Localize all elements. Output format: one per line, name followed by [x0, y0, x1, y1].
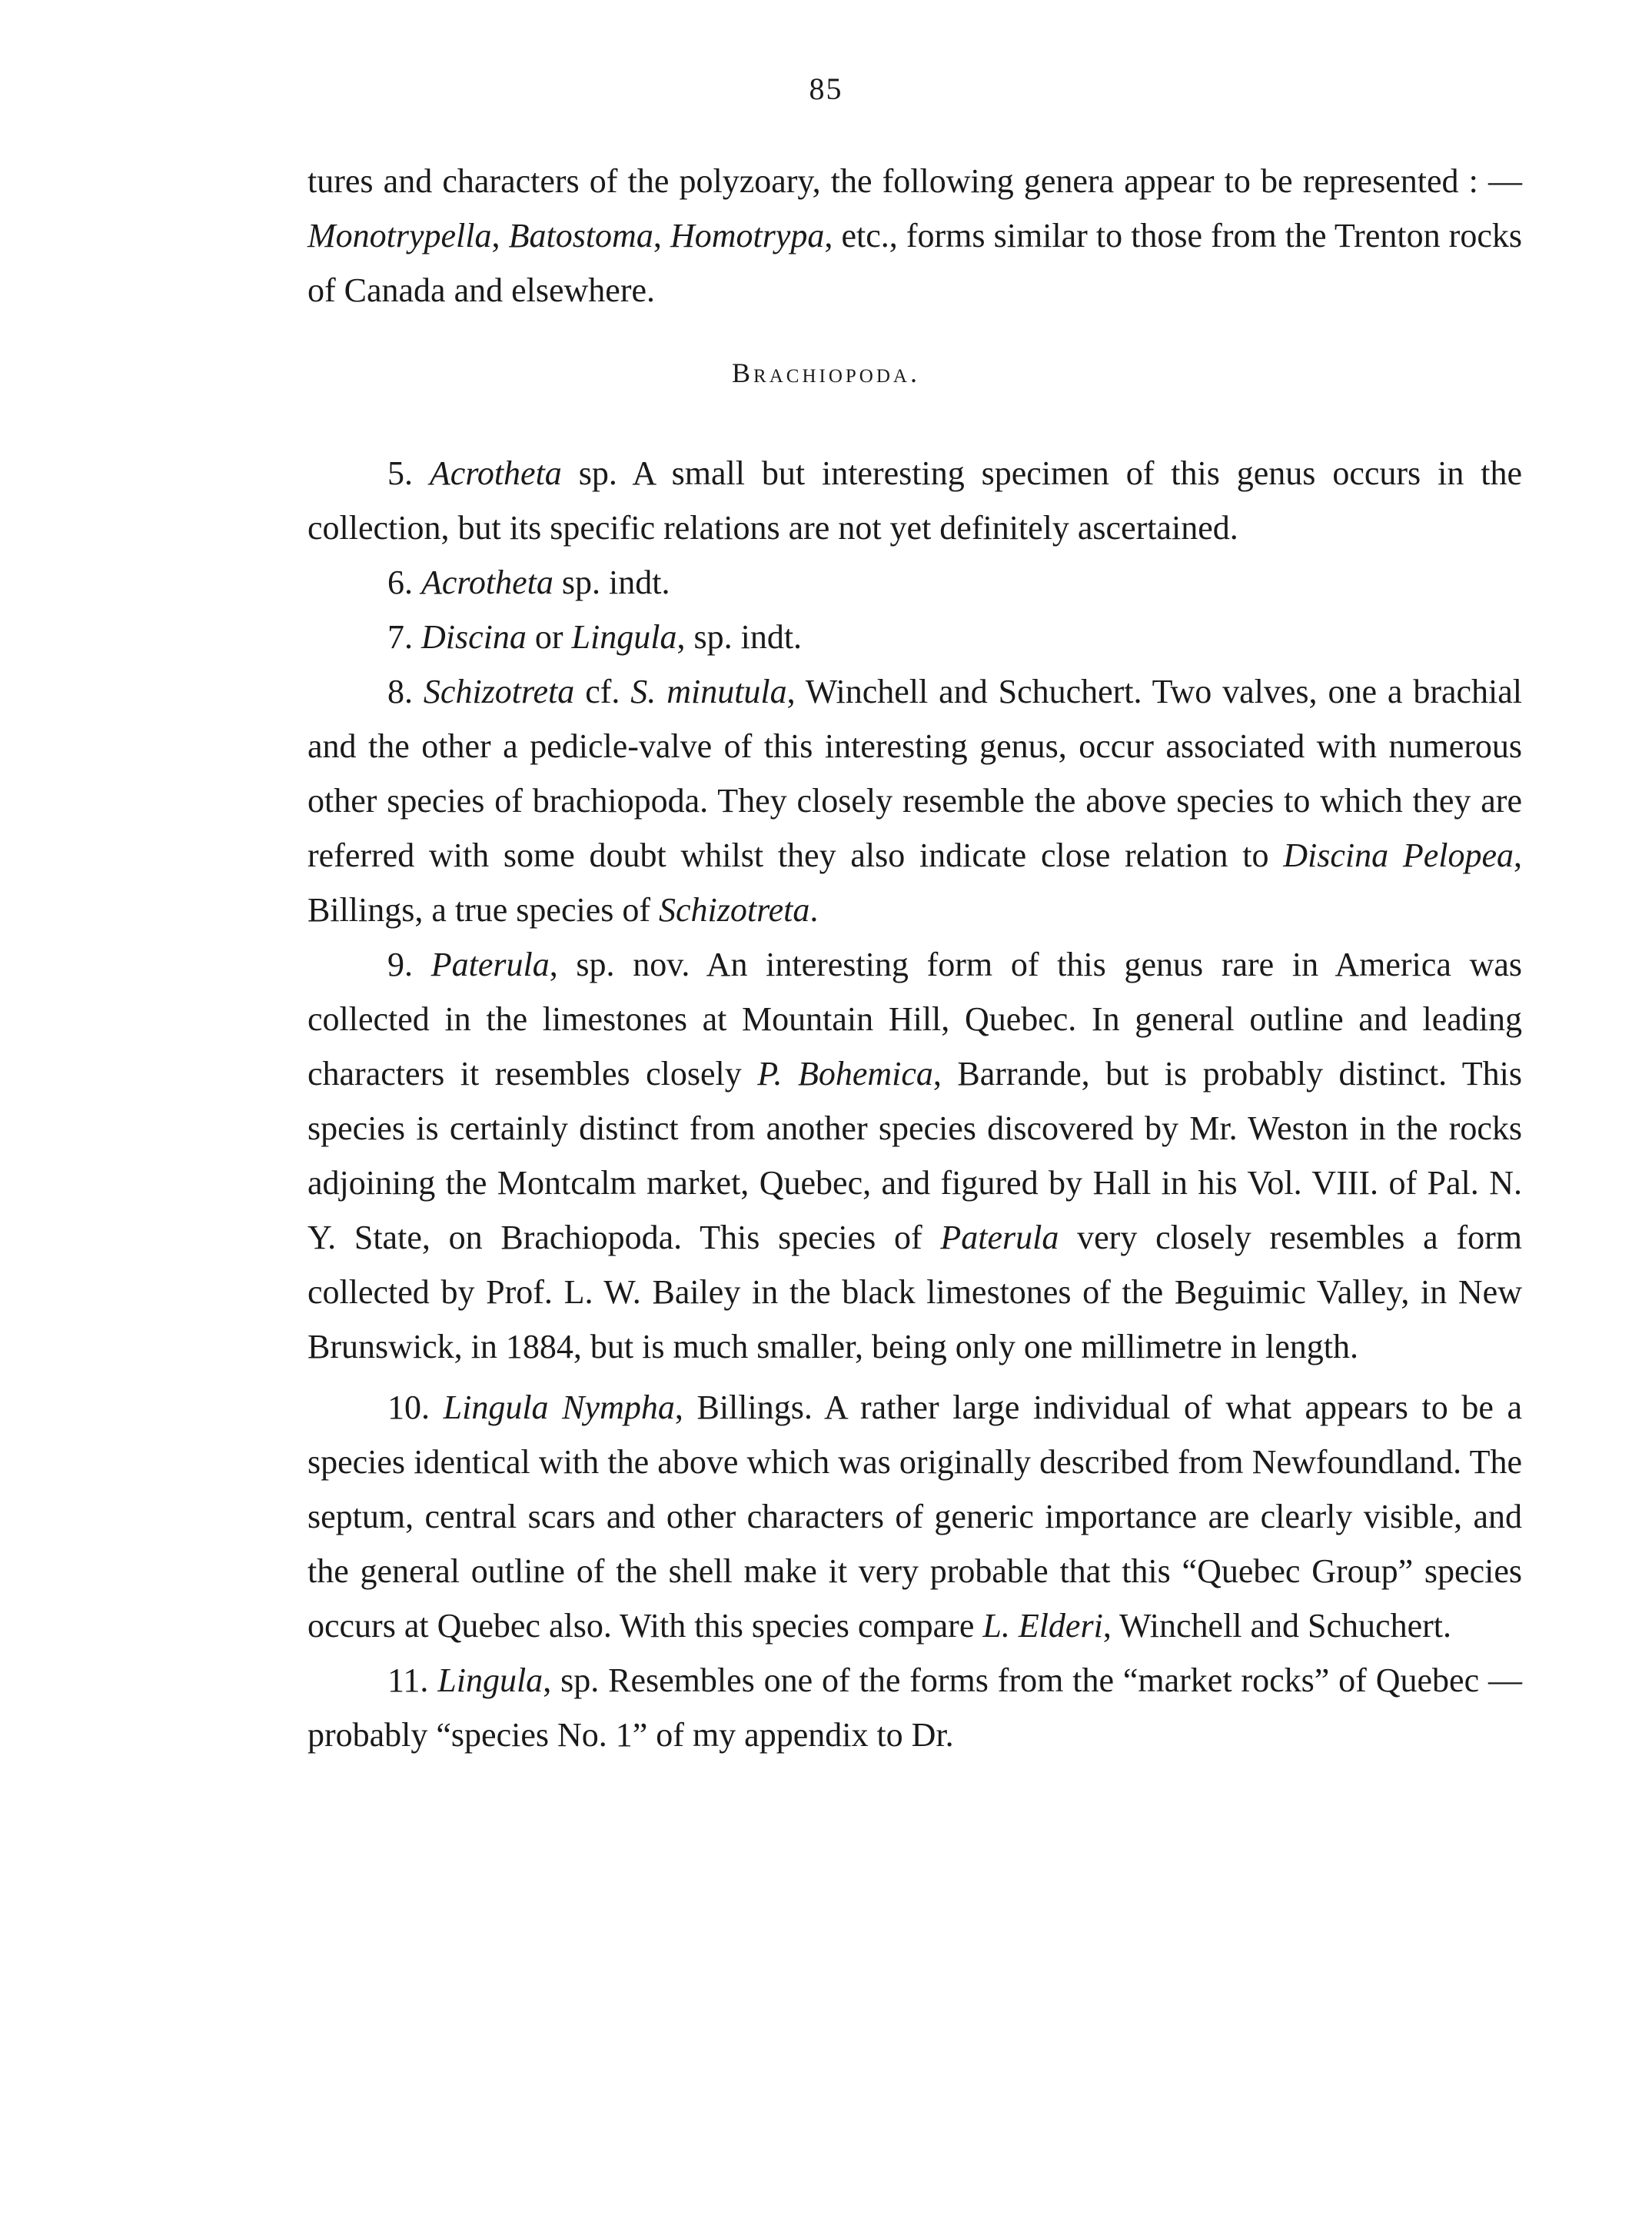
- entry-10-text-2: , Winchell and Schuchert.: [1102, 1607, 1451, 1645]
- entry-5-genus: Acrotheta: [429, 454, 562, 492]
- page-number: 85: [809, 72, 843, 106]
- entry-9-text-2: , Barrande, but is probably distinct. This species is certainly distinct from another species discovered by Mr. Weston in the rocks adjoining the Montcalm market, Quebec, and figured by Hall in his Vol. VIII. of Pal. N. Y. State, on Brachiopoda. This species of: [307, 1055, 1522, 1256]
- entry-10-text-1: , Billings. A rather large individual of what appears to be a species identical with the above which was originally described from Newfoundland. The septum, central scars and other characters of generic importance are clearly visible, and the general outline of the shell make it very probable that this “Quebec Group” species occurs at Quebec also. With this species compare: [307, 1389, 1523, 1645]
- entry-5-number: 5.: [387, 454, 430, 492]
- intro-text-2: ,: [491, 217, 509, 254]
- section-heading: Brachiopoda.: [732, 358, 920, 388]
- entry-9-text-3: very closely resembles a form collected by Prof. L. W. Bailey in the black limestones of the Beguimic Valley, in New Brunswick, in 1884, but is much smaller, being only one millimetre in length.: [307, 1219, 1522, 1365]
- entry-8-genus-2: Schizotreta: [659, 891, 810, 929]
- intro-text-3: ,: [653, 217, 670, 254]
- entry-7: [307, 610, 1522, 664]
- entry-8-text-1: cf.: [574, 673, 631, 710]
- entry-8-text-3: , Billings, a true species of: [307, 836, 1522, 929]
- entry-8-genus: Schizotreta: [423, 673, 575, 710]
- entry-9: [307, 937, 1522, 1374]
- entry-11-number: 11.: [387, 1661, 438, 1699]
- intro-text-1: tures and characters of the polyzoary, the following genera appear to be represented : —: [307, 162, 1522, 200]
- entry-7-genus-1: Discina: [421, 618, 527, 656]
- entry-7-genus-2: Lingula: [571, 618, 677, 656]
- entry-11-genus: Lingula: [437, 1661, 543, 1699]
- entry-8-text-2: , Winchell and Schuchert. Two valves, one a brachial and the other a pedicle-valve of this interesting genus, occur associated with numerous other species of brachiopoda. They closely resemble the above species to which they are referred with some doubt whilst they also indicate close relation to: [307, 673, 1523, 874]
- genus-monotrypella: Monotrypella: [307, 217, 492, 254]
- entry-9-number: 9.: [387, 946, 431, 983]
- intro-text-4: , etc., forms similar to those from the Trenton rocks of Canada and elsewhere.: [307, 217, 1522, 309]
- entry-9-genus-2: Paterula: [940, 1219, 1059, 1256]
- entries-block: [307, 446, 1522, 1762]
- entry-8-species-2: Discina Pelopea: [1283, 836, 1514, 874]
- intro-paragraph: [307, 154, 1522, 318]
- entry-7-text: , sp. indt.: [676, 618, 803, 656]
- entry-11: [307, 1653, 1522, 1762]
- entry-9-text-1: , sp. nov. An interesting form of this genus rare in America was collected in the limestones at Mountain Hill, Quebec. In general outline and leading characters it resembles closely: [307, 946, 1523, 1093]
- entry-10-number: 10.: [387, 1389, 444, 1426]
- genus-batostoma: Batostoma: [508, 217, 653, 254]
- genus-homotrypa: Homotrypa: [670, 217, 825, 254]
- entry-8-species: S. minutula: [630, 673, 787, 710]
- entry-5-text: sp. A small but interesting specimen of this genus occurs in the collection, but its specific relations are not yet definitely ascertained.: [307, 454, 1522, 547]
- entry-10-species: Lingula Nympha: [443, 1389, 675, 1426]
- entry-8-number: 8.: [387, 673, 424, 710]
- entry-8-text-4: .: [809, 891, 819, 929]
- entry-6-text: sp. indt.: [553, 564, 670, 601]
- entry-11-text-1: , sp. Resembles one of the forms from the “market rocks” of Quebec — probably “species No. 1” of my appendix to Dr.: [307, 1661, 1522, 1754]
- entry-6: [307, 555, 1522, 610]
- entry-6-number: 6.: [387, 564, 421, 601]
- entry-8: [307, 664, 1522, 937]
- entry-5: [307, 446, 1522, 555]
- entry-9-species: P. Bohemica: [757, 1055, 933, 1093]
- entry-10-species-2: L. Elderi: [982, 1607, 1103, 1645]
- entry-9-genus: Paterula: [430, 946, 550, 983]
- entry-6-genus: Acrotheta: [421, 564, 553, 601]
- entry-7-mid: or: [526, 618, 572, 656]
- entry-7-number: 7.: [387, 618, 421, 656]
- entry-10: [307, 1380, 1522, 1653]
